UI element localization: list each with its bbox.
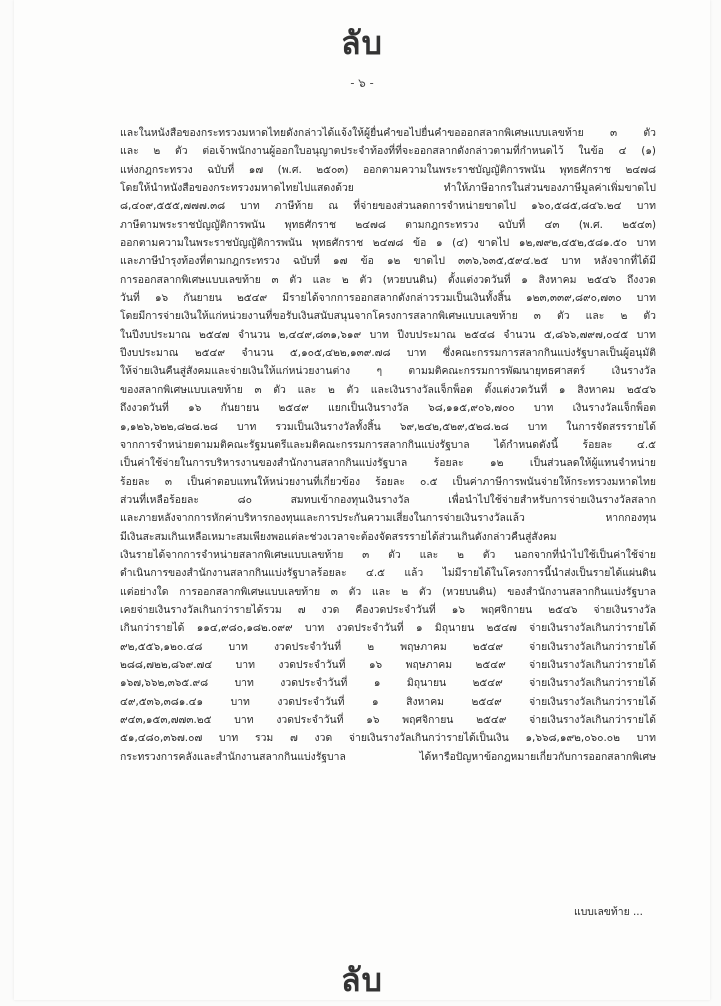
body-line: และ ๒ ตัว ต่อเจ้าพนักงานผู้ออกใบอนุญาตประจำท้องที่ที่จะออกสลากดังกล่าวตามที่กำหนดไว้ ในข้อ ๔ (๑) (120, 145, 656, 158)
body-line: โดยมีการจ่ายเงินให้แก่หน่วยงานที่ขอรับเงินสนับสนุนจากโครงการสลากพิเศษแบบเลขท้าย ๓ ตัว และ ๒ ตัว (120, 310, 656, 323)
body-line: ถึงงวดวันที่ ๑๖ กันยายน ๒๕๔๙ แยกเป็นเงินรางวัล ๖๘,๑๑๕,๙๐๖,๗๐๐ บาท เงินรางวัลแจ็กพ็อต (120, 402, 656, 415)
body-line: เป็นค่าใช้จ่ายในการบริหารงานของสำนักงานสลากกินแบ่งรัฐบาล ร้อยละ ๑๒ เป็นส่วนลดให้ผู้แทนจำหน่าย (120, 457, 656, 470)
body-line: กระทรวงการคลังและสำนักงานสลากกินแบ่งรัฐบาล ได้หารือปัญหาข้อกฎหมายเกี่ยวกับการออกสลากพิเศษ (120, 750, 656, 763)
body-line: ๒๘๘,๗๒๒,๘๖๙.๗๔ บาท งวดประจำวันที่ ๑๖ พฤษภาคม ๒๕๔๙ จ่ายเงินรางวัลเกินกว่ารายได้ (120, 658, 656, 671)
body-line: มีเงินสะสมเกินเหลือเหมาะสมเพียงพอแต่ละช่วงเวลาจะต้องจัดสรรรายได้ส่วนเกินดังกล่าวคืนสู่สังคม (120, 530, 557, 543)
body-line: วันที่ ๑๖ กันยายน ๒๕๔๙ มีรายได้จากการออกสลากดังกล่าวรวมเป็นเงินทั้งสิ้น ๑๒๓,๓๓๙,๘๙๐,๗๓๐ บาท (120, 292, 656, 305)
classification-footer: ลับ (341, 961, 383, 999)
body-line: ๑๖๗,๖๖๒,๓๖๕.๙๘ บาท งวดประจำวันที่ ๑ มิถุนายน ๒๕๔๙ จ่ายเงินรางวัลเกินกว่ารายได้ (120, 677, 656, 690)
body-line: จากการจำหน่ายตามมติคณะรัฐมนตรีและมติคณะกรรมการสลากกินแบ่งรัฐบาล ได้กำหนดดังนี้ ร้อยละ ๔.๕ (120, 438, 656, 451)
body-line: ๙๔๓,๑๕๓,๗๗๓.๒๕ บาท งวดประจำวันที่ ๑๖ พฤศจิกายน ๒๕๔๙ จ่ายเงินรางวัลเกินกว่ารายได้ (120, 714, 656, 726)
body-line: ออกตามความในพระราชบัญญัติการพนัน พุทธศักราช ๒๔๗๘ ข้อ ๑ (๔) ขาดไป ๑๒,๗๙๒,๔๕๒,๕๘๑.๕๐ บาท (120, 237, 656, 250)
body-line: ๕๑,๔๘๐,๓๖๗.๐๗ บาท รวม ๗ งวด จ่ายเงินรางวัลเกินกว่ารายได้เป็นเงิน ๑,๖๖๘,๑๙๒,๐๖๐.๐๒ บาท (120, 732, 656, 745)
document-page (14, 0, 710, 1000)
body-line: และในหนังสือของกระทรวงมหาดไทยดังกล่าวได้แจ้งให้ผู้ยื่นคำขอไปยื่นคำขอออกสลากพิเศษแบบเลขท้าย ๓ ตัว (120, 127, 656, 139)
body-line: เกินกว่ารายได้ ๑๑๔,๙๘๐,๑๘๒.๐๙๙ บาท งวดประจำวันที่ ๑ มิถุนายน ๒๕๔๗ จ่ายเงินรางวัลเกินกว่ารายได้ (120, 622, 656, 635)
body-line: โดยให้นำหนังสือของกระทรวงมหาดไทยไปแสดงด้วย ทำให้ภาษีอากรในส่วนของภาษีมูลค่าเพิ่มขาดไป (120, 182, 656, 195)
body-paragraph (120, 124, 656, 766)
body-line: แห่งกฎกระทรวง ฉบับที่ ๑๗ (พ.ศ. ๒๕๐๓) ออกตามความในพระราชบัญญัติการพนัน พุทธศักราช ๒๔๗๘ (120, 163, 656, 176)
body-line: ส่วนที่เหลือร้อยละ ๘๐ สมทบเข้ากองทุนเงินรางวัล เพื่อนำไปใช้จ่ายสำหรับการจ่ายเงินรางวัลสลาก (120, 493, 656, 506)
body-line: ในปีงบประมาณ ๒๕๔๗ จำนวน ๒,๔๔๙,๘๓๑,๖๑๙ บาท ปีงบประมาณ ๒๕๔๘ จำนวน ๕,๘๖๖,๗๙๗,๐๔๕ บาท (120, 328, 656, 341)
body-line: เงินรายได้จากการจำหน่ายสลากพิเศษแบบเลขท้าย ๓ ตัว และ ๒ ตัว นอกจากที่นำไปใช้เป็นค่าใช้จ่าย (120, 548, 656, 561)
body-line: ร้อยละ ๓ เป็นค่าตอบแทนให้หน่วยงานที่เกี่ยวข้อง ร้อยละ ๐.๕ เป็นค่าภาษีการพนันจ่ายให้กระทรวงมหาดไทย (120, 475, 656, 488)
body-line: และภาษีบำรุงท้องที่ตามกฎกระทรวง ฉบับที่ ๑๗ ข้อ ๑๒ ขาดไป ๓๓๖,๖๓๕,๕๙๔.๒๕ บาท หลังจากที่ได้มี (120, 255, 656, 268)
body-line: ให้จ่ายเงินคืนสู่สังคมและจ่ายเงินให้แก่หน่วยงานต่าง ๆ ตามมติคณะกรรมการพัฒนายุทธศาสตร์ เงินรางวัล (120, 365, 656, 378)
page-number: - ๖ - (350, 76, 374, 90)
classification-header: ลับ (341, 24, 383, 62)
body-line: ภาษีตามพระราชบัญญัติการพนัน พุทธศักราช ๒๔๗๘ ตามกฎกระทรวง ฉบับที่ ๔๓ (พ.ศ. ๒๕๔๓) (120, 218, 656, 231)
body-line: การออกสลากพิเศษแบบเลขท้าย ๓ ตัว และ ๒ ตัว (หวยบนดิน) ตั้งแต่งวดวันที่ ๑ สิงหาคม ๒๕๔๖ ถึงงวด (120, 273, 656, 286)
continuation-catchword: แบบเลขท้าย ... (574, 906, 643, 918)
body-line: ๔๙,๕๓๖,๓๘๑.๔๑ บาท งวดประจำวันที่ ๑ สิงหาคม ๒๕๔๙ จ่ายเงินรางวัลเกินกว่ารายได้ (120, 695, 656, 708)
body-line: ๑,๑๒๖,๖๒๒,๘๒๘.๒๘ บาท รวมเป็นเงินรางวัลทั้งสิ้น ๖๙,๒๔๒,๕๒๙,๕๒๘.๒๘ บาท ในการจัดสรรรายได้ (120, 420, 656, 433)
body-line: ๘,๔๐๙,๕๕๕,๗๗๗.๓๘ บาท ภาษีท้าย ณ ที่จ่ายของส่วนลดการจำหน่ายขาดไป ๑๖๐,๕๘๕,๘๔๖.๒๔ บาท (120, 200, 656, 213)
body-line: ดำเนินการของสำนักงานสลากกินแบ่งรัฐบาลร้อยละ ๔.๕ แล้ว ไม่มีรายได้ในโครงการนี้นำส่งเป็นรายได้แผ่นดิน (120, 567, 656, 580)
body-line: แต่อย่างใด การออกสลากพิเศษแบบเลขท้าย ๓ ตัว และ ๒ ตัว (หวยบนดิน) ของสำนักงานสลากกินแบ่งรัฐบาล (120, 585, 656, 598)
body-line: ปีงบประมาณ ๒๕๔๙ จำนวน ๕,๑๐๕,๔๒๒,๑๓๙.๗๘ บาท ซึ่งคณะกรรมการสลากกินแบ่งรัฐบาลเป็นผู้อนุมัติ (120, 347, 656, 360)
body-line: และภายหลังจากการหักค่าบริหารกองทุนและการประกันความเสี่ยงในการจ่ายเงินรางวัลแล้ว หากกองทุน (120, 512, 656, 525)
body-line: ของสลากพิเศษแบบเลขท้าย ๓ ตัว และ ๒ ตัว และเงินรางวัลแจ็กพ็อต ตั้งแต่งวดวันที่ ๑ สิงหาคม ๒๕๔๖ (120, 383, 656, 396)
body-line: เคยจ่ายเงินรางวัลเกินกว่ารายได้รวม ๗ งวด คืองวดประจำวันที่ ๑๖ พฤศจิกายน ๒๕๔๖ จ่ายเงินรางวัล (120, 603, 656, 616)
body-line: ๙๒,๕๕๖,๑๒๐.๔๘ บาท งวดประจำวันที่ ๒ พฤษภาคม ๒๕๔๙ จ่ายเงินรางวัลเกินกว่ารายได้ (120, 640, 656, 653)
